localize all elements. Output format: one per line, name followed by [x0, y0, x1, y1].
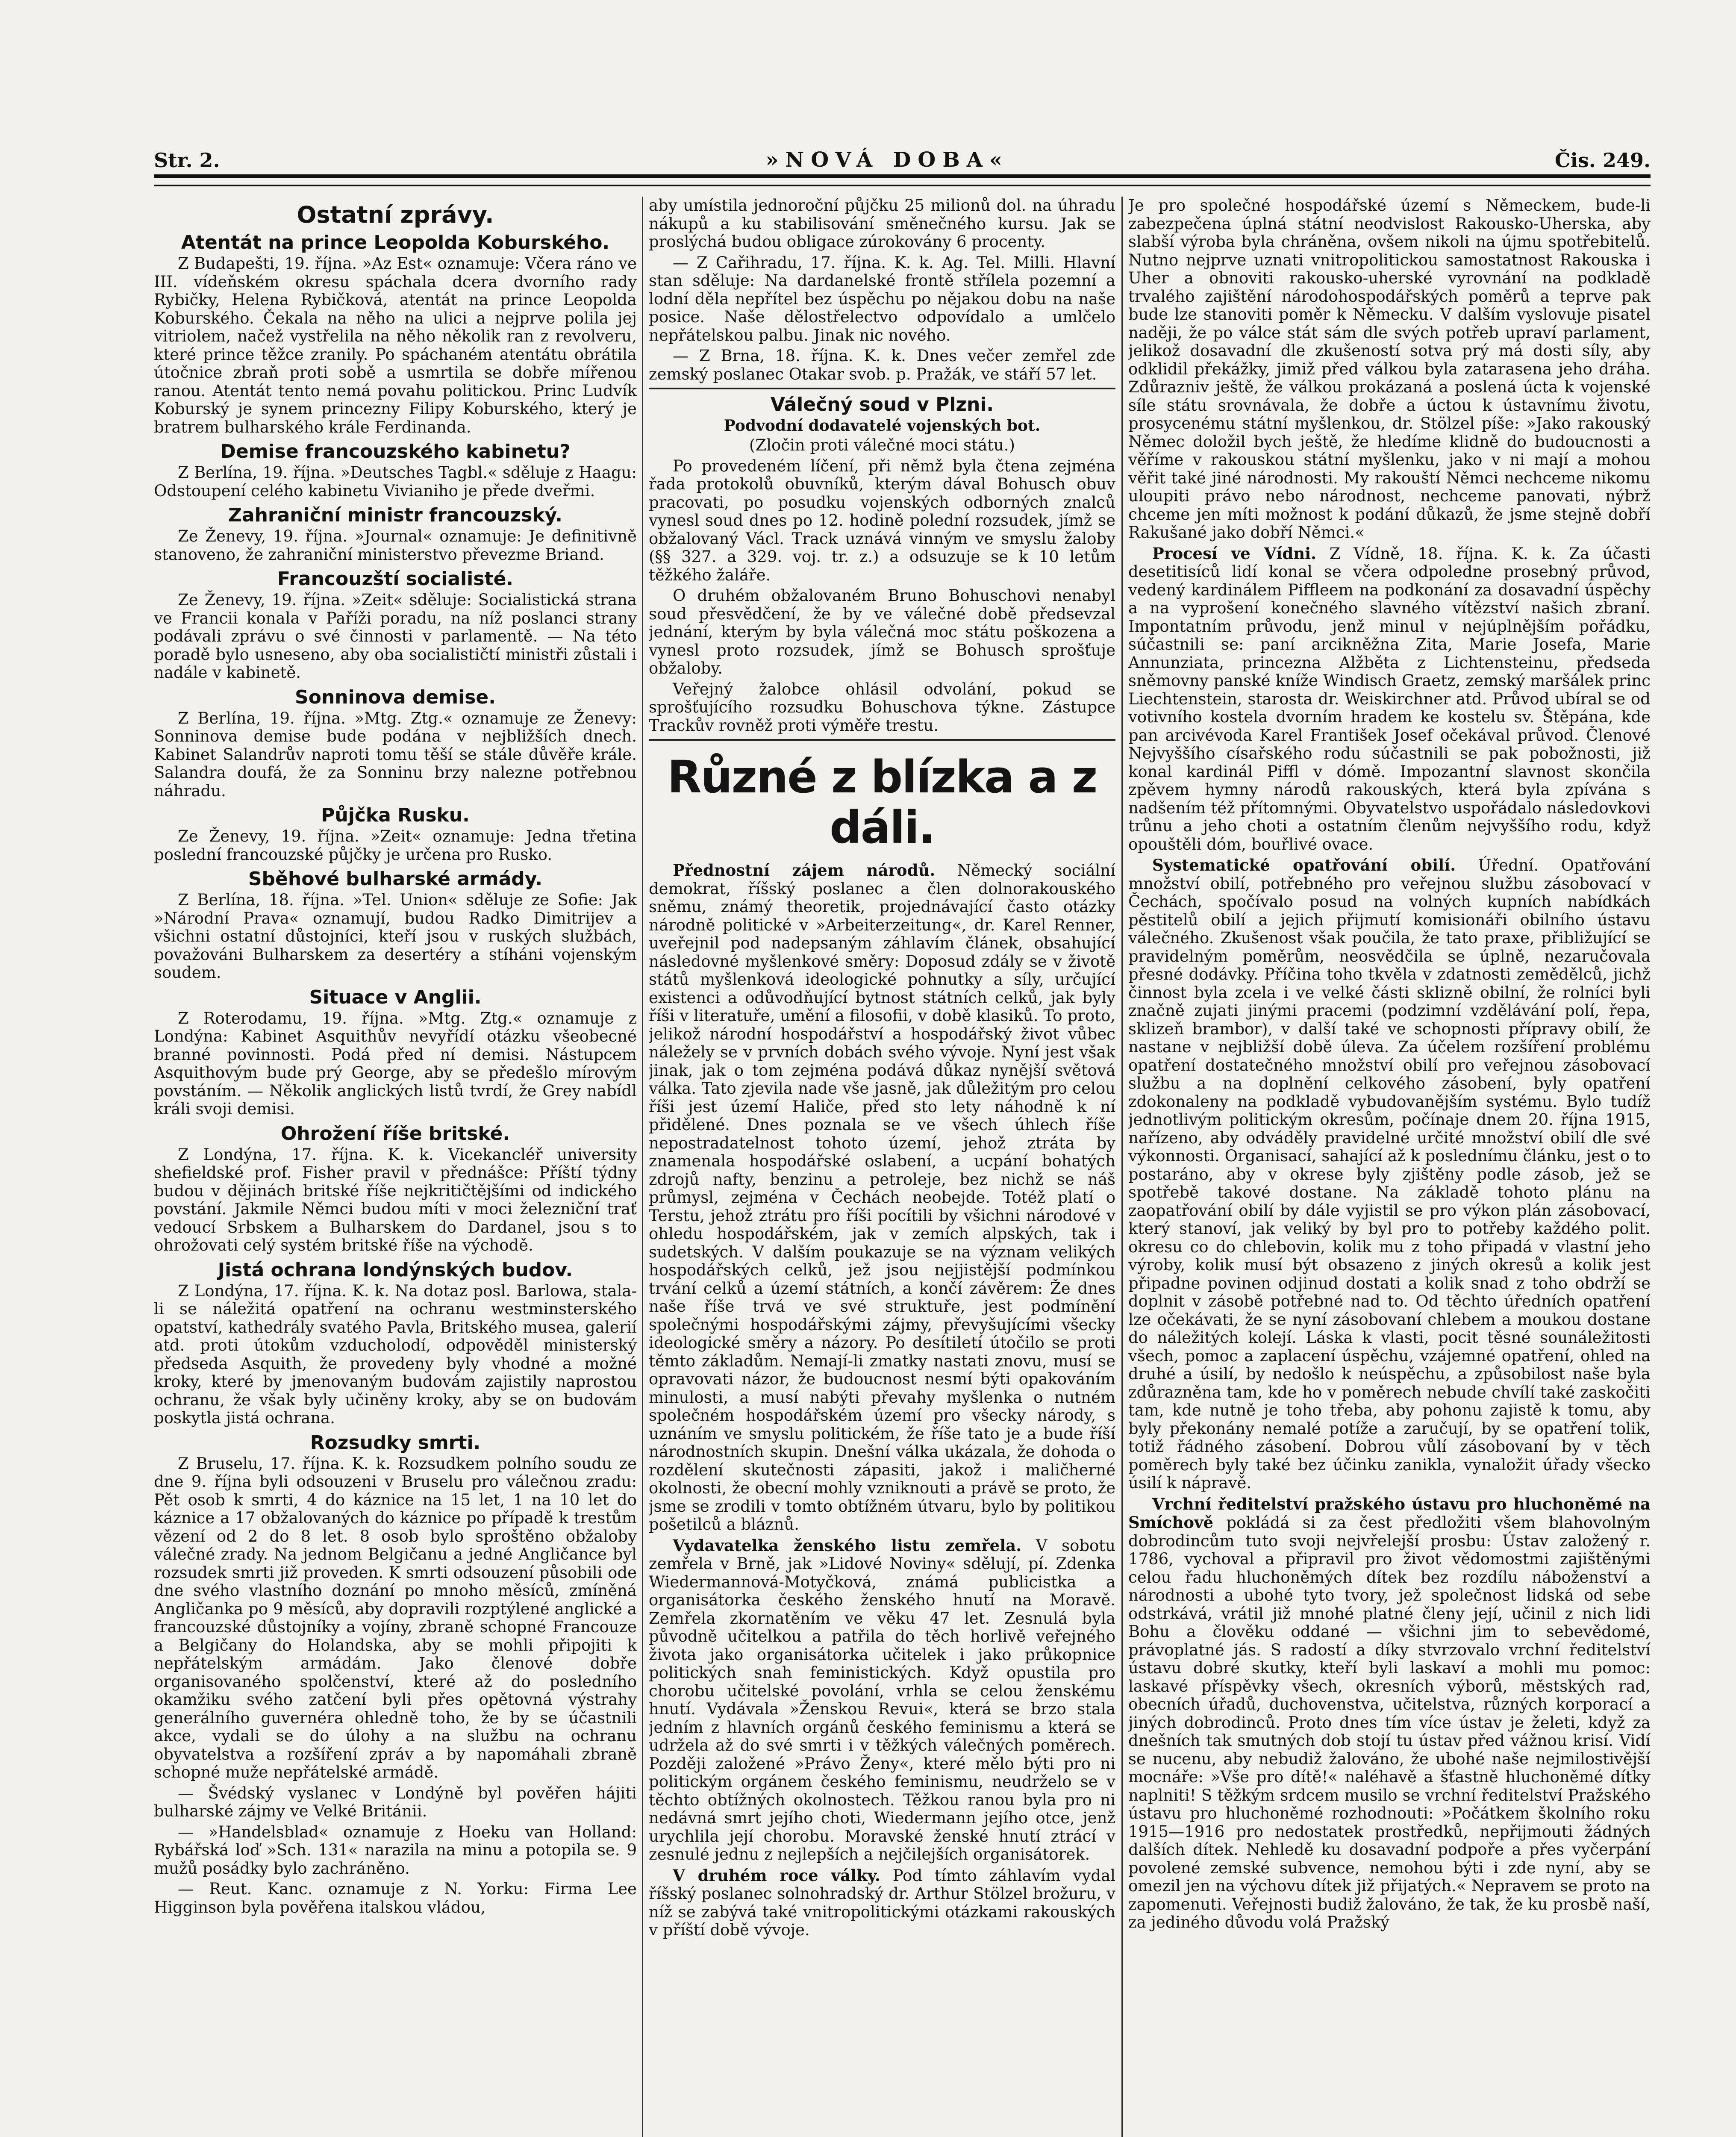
article-text: Z Berlína, 19. října. »Deutsches Tagbl.« sděluje z Haagu: Odstoupení celého kabinetu Vivianiho je přede dveřmi.: [154, 463, 637, 500]
article-text: Ze Ženevy, 19. října. »Journal« oznamuje: Je definitivně stanoveno, že zahraniční ministerstvo převezme Briand.: [154, 527, 637, 564]
article-lead: Vydavatelka ženského listu zemřela.: [673, 1536, 1022, 1555]
header-rule: [154, 174, 1651, 178]
page-number: Str. 2.: [154, 149, 220, 172]
article-heading: Situace v Anglii.: [309, 986, 482, 1008]
article-text: [1128, 856, 1651, 1492]
article-body: Německý sociální demokrat, říšský poslanec a člen dolnorakouského sněmu, známý theoretik, projednávající často otázky národně politické v »Arbeiterzeitung«, dr. Karel Renner, uveřejnil pod nadepsaným záhlavím článek, obsahující následovné myšlenkové směry: Doposud zdály se v životě států myšlenková ideologické pohnutky a síly, určující existenci a odůvodňující bytnost státních celků, jak byly říši v literatuře, umění a filosofii, v době klasiků. To proto, jelikož národní hospodářství a hospodářský život vůbec náležely se v prvních dobách svého vývoje. Nyní jest však jinak, jak o tom zejména podává důkaz nynější světová válka. Tato zjevila nade vše jasně, jak důležitým pro celou říši jest území Haliče, před sto lety náhodně k ní přidělené. Dnes poznala se ve všech úhlech říše nepostradatelnost tohoto území, jehož ztráta by znamenala hospodářské oslabení, a ucpání bohatých zdrojů nafty, benzinu a petroleje, bez nichž se náš průmysl, zejména v Čechách neobejde. Totéž platí o Terstu, jehož ztrátu pro říši pocítili by všichni národové v ohledu hospodářském, jak v zemích alpských, tak i sudetských. V dalším poukazuje se na význam velikých hospodářských celků, jež jsou nejjistější podmínkou trvání celků a území státních, a končí závěrem: Že dnes naše říše trvá ve své struktuře, jest podmínění společnými hospodářskými zájmy, převyšujícími všecky ideologické směry a názory. Po desítiletí útočilo se proti těmto základům. Nemají-li zmatky nastati znovu, musí se opravovati názor, že budoucnost nesmí býti opakováním minulosti, a musí nabýti převahy myšlenka o nutném společném hospodářském území pro všecky národy, s uznáním ve smyslu politickém, že říše tato je a bude říší národnostních skupin. Dnešní válka ukázala, že dohoda o rozdělení skutečnosti zápasiti, jakož i maličherné okolnosti, že obecní mohly vzniknouti a právě se proto, že jsme se zrodili v tomto obtížném útvaru, bylo by politikou pošetilců a bláznů.: [649, 861, 1115, 1534]
article-lead: Systematické opatřování obilí.: [1152, 856, 1456, 874]
article-text: [1128, 1495, 1651, 1932]
article-heading: Sběhové bulharské armády.: [248, 868, 543, 890]
article-text: aby umístila jednoroční půjčku 25 milionů dol. na úhradu nákupů a ku stabilisování směnečného kursu. Jak se proslýchá budou obligace zúrokovány 6 procenty.: [649, 197, 1115, 251]
article-text: Z Londýna, 17. října. K. k. Na dotaz posl. Barlowa, stala-li se náležitá opatření na ochranu westminsterského opatství, kathedrály svatého Pavla, Britského musea, galerií atd. proti útokům vzducholodí, odpověděl ministerský předseda Asquith, že provedeny byly vhodné a možné kroky, které by jmenovaným budovám zajistily naprostou ochranu, že však byly učiněny kroky, aby se on budovám poskytla jistá ochrana.: [154, 1281, 637, 1427]
article-text: [649, 1537, 1115, 1864]
article-text: O druhém obžalovaném Bruno Bohuschovi nenabyl soud přesvědčení, že by ve válečné době předsevzal jednání, kterým by byla válečná moc státu poškozena a vynesl proto rozsudek, jímž se Bohusch sprošťuje obžaloby.: [649, 586, 1115, 677]
column-2: [649, 197, 1115, 2137]
article-subheading: Podvodní dodavatelé vojenských bot.: [724, 417, 1041, 435]
article-text: Ze Ženevy, 19. října. »Zeit« sděluje: Socialistická strana ve Francii konala v Paříži poradu, na níž poslanci strany podávali zprávu o své činnosti v parlamentě. — Na této poradě bylo usneseno, aby oba socialističtí ministři zůstali i nadále v kabinetě.: [154, 591, 637, 682]
article-heading: Atentát na prince Leopolda Koburského.: [181, 232, 610, 253]
article-text: — Reut. Kanc. oznamuje z N. Yorku: Firma Lee Higginson byla pověřena italskou vládou,: [154, 1880, 637, 1916]
article-text: — »Handelsblad« oznamuje z Hoeku van Holland: Rybářská loď »Sch. 131« narazila na minu a potopila se. 9 mužů posádky bylo zachráněno.: [154, 1822, 637, 1878]
article-text: Z Berlína, 18. října. »Tel. Union« sděluje ze Sofie: Jak »Národní Prava« oznamují, budou Radko Dimitrijev a všichni ostatní důstojníci, kteří jsou v ruských službách, považováni Bulharskem za desertéry a stíháni vojenským soudem.: [154, 891, 637, 982]
article-text: Veřejný žalobce ohlásil odvolání, pokud se sprošťujícího rozsudku Bohuschova týkne. Zástupce Trackův rovněž proti výměře trestu.: [649, 680, 1115, 735]
article-heading: Válečný soud v Plzni.: [770, 394, 994, 415]
article-lead: Vrchní ředitelství pražského ústavu pro hluchoněmé na Smíchově: [1128, 1494, 1651, 1532]
article-lead: Procesí ve Vídni.: [1152, 544, 1317, 563]
article-text: Z Londýna, 17. října. K. k. Vicekancléř university shefieldské prof. Fisher pravil v přednášce: Příští týdny budou v dějinách britské říše nejkritičtějšími od indického povstání. Jakmile Němci budou míti v moci železniční trať vedoucí Srbskem a Bulharskem do Dardanel, jsou s to ohrožovati celý systém britské říše na východě.: [154, 1145, 637, 1254]
section-rule: [649, 739, 1115, 741]
column-1: [154, 197, 637, 2137]
article-text: Je pro společné hospodářské území s Německem, bude-li zabezpečena úplná státní neodvislost Rakousko-Uherska, aby slabší výroba byla chráněna, ovšem nikoli na újmu spotřebitelů. Nutno nejprve uznati vnitropolitickou samostatnost Rakouska i Uher a obnoviti rakousko-uherské vyrovnání na podkladě trvalého zajištění národohospodářských poměrů a teprve pak bude lze stanoviti poměr k Německu. V dalším vyslovuje pisatel naději, že po válce stát sám dle svých potřeb upraví parlament, jelikož dosavadní dle zkušeností sotva prý má dosti síly, aby odklidil překážky, jimiž před válkou byla zatarasena jeho dráha. Zdůrazniv ještě, že válkou prokázaná a poslená úcta k vojenské síle státu srovnávala, že dobře a úctou k ústavnímu životu, prosycenému státní myšlenkou, dr. Stölzel píše: »Jako rakouský Němec doložil bych ještě, že hledíme klidně do budoucnosti a věříme v rakouskou státní myšlenku, jako v ni mají a mohou věřit také jiné národnosti. My rakouští Němci nechceme nikomu uloupiti právo nebo národnost, nechceme panovati, nýbrž chceme jen míti možnost k podání důkazů, že jsme stejně dobří Rakušané jako dobří Němci.«: [1128, 197, 1651, 542]
column-3: [1128, 197, 1651, 2137]
article-text: Ze Ženevy, 19. října. »Zeit« oznamuje: Jedna třetina poslední francouzské půjčky je určena pro Rusko.: [154, 827, 637, 864]
article-text: [1128, 545, 1651, 854]
article-heading: Sonninova demise.: [295, 686, 496, 708]
column-divider: [1121, 197, 1123, 2137]
article-body: Úřední. Opatřování množství obilí, potřebného pro veřejnou službu zásobovací v Čechách, spočívalo posud na volných kupních nabídkách pěstitelů obilí a jejich přijmutí komisionáři obilního ústavu válečného. Zkušenost však poučila, že tato praxe, přibližující se pravidelným poměrům, neosvědčila se úplně, nezaručovala přesné dodávky. Příčina toho tkvěla v zdatnosti zemědělců, jichž činnost byla zcela i ve velké části sklizně obilní, že rolníci byli značně zujati jinými pracemi (podzimní vzdělávání polí, řepa, sklizeň brambor), v další také ve schopnosti přípravy obilí, že nastane v nejbližší době úleva. Za účelem rozšíření problému opatření dostatečného množství obilí pro veřejnou zásobovací službu a na doplnění celkového zásobení, byly opatření zdokonaleny na podkladě vybudovanějším systému. Bylo tudíž jednotlivým politickým okresům, počínaje dnem 20. října 1915, nařízeno, aby odváděly pravidelné určité množství obilí dle své výkonnosti. Organisací, sahající až k poslednímu článku, jest o to postaráno, aby v okrese byly zjištěny podle zásob, jež se spotřebě takové dostane. Na základě tohoto plánu na zaopatřování obilí by dále vyjistil se pro výkon plán zásobovací, který stanoví, jak veliký by byl pro to potřeby každého polit. okresu co do chlebovin, kolik mu z toho připadá v vlastní jeho výroby, kolik musí být obsazeno z jiných okresů a kolik jest připadne povinen odjinud dostati a kolik snad z toho obdrží se doplnit v zásobě potřebné nad to. Od těchto úředních opatření lze očekávati, že se nyní zásobovaní chlebem a moukou dostane do náležitých kolejí. Láska k vlasti, pocit těsné sounáležitosti všech, pomoc a zaplacení úspěchu, vzájemné opatření, ohled na druhé a úsilí, by nedošlo k neúspěchu, a způsobilost naše byla zdůrazněna tam, kde ho v poměrech nebude chvílí také zaskočiti tam, kde nutně je toho třeba, aby pohonu zajistě k tomu, aby byly překonány nemalé potíže a zaručují, by se opatření tolik, totiž řádného zásobení. Dobrou vůlí zásobovaní by v těch poměrech byly také bez účinku zanikla, vynaložit úřady všecko úsilí k nápravě.: [1128, 856, 1651, 1492]
article-text: — Z Cařihradu, 17. října. K. k. Ag. Tel. Milli. Hlavní stan sděluje: Na dardanelské frontě střílela pozemní a lodní děla nepřítel bez úspěchu po nějakou dobu na naše posice. Naše dělostřelectvo odpovídalo a umlčelo nepřátelskou palbu. Jinak nic nového.: [649, 253, 1115, 344]
article-heading: Zahraniční ministr francouzský.: [228, 504, 562, 526]
article-text: Z Roterodamu, 19. října. »Mtg. Ztg.« oznamuje z Londýna: Kabinet Asquithův nevyřídí otázku všeobecné branné povinnosti. Podá před ní demisi. Nástupcem Asquithovým bude prý George, aby se předešlo mírovým povstáním. — Několik anglických listů tvrdí, že Grey nabídl králi svoji demisi.: [154, 1009, 637, 1118]
article-text: — Švédský vyslanec v Londýně byl pověřen hájiti bulharské zájmy ve Velké Británii.: [154, 1784, 637, 1820]
article-heading: Demise francouzského kabinetu?: [220, 441, 571, 462]
article-heading: Jistá ochrana londýnských budov.: [218, 1259, 573, 1281]
article-heading: Půjčka Rusku.: [321, 804, 470, 826]
article-text: [649, 1866, 1115, 1940]
article-lead: V druhém roce války.: [673, 1866, 880, 1885]
column-divider: [642, 197, 643, 2137]
article-text: Z Bruselu, 17. října. K. k. Rozsudkem polního soudu ze dne 9. října byli odsouzeni v Bruselu pro válečnou zradu: Pět osob k smrti, 4 do káznice na 15 let, 1 na 10 let do káznice a 17 obžalovaných do káznice po případě k trestům vězení od 2 do 8 let. 8 osob bylo sproštěno obžaloby válečné zrady. Na jednom Belgičanu a jedné Angličance byl rozsudek smrti již proveden. K smrti odsouzení působili ode dne svého vlastního doznání po mnoho měsíců, zmíněná Angličanka po 9 měsíců, aby dopravili rozptýlené anglické a francouzské důstojníky a vojíny, zbraně schopné Francouze a Belgičany do Holandska, aby se mohli připojiti k nepřátelským armádám. Jako členové dobře organisovaného spolčenství, které až do posledního okamžiku svého zatčení byli přes opětovná výstrahy generálního guvernéra ohledně toho, že by se účastnili akce, vydali se do úlohy a na službu na ochranu obyvatelstva a rozšíření zpráv a by napomáhali zbraně schopné muže nepřátelské armádě.: [154, 1454, 637, 1781]
article-subheading-note: (Zločin proti válečné moci státu.): [749, 436, 1015, 454]
article-text: Po provedeném líčení, při němž byla čtena zejména řada protokolů obuvníků, kterým dával Bohusch obuv pracovati, po posudku vojenských odborných znalců vynesl soud dnes po 12. hodině polední rozsudek, jímž se obžalovaný Václ. Track uznává vinným ve smyslu žaloby (§§ 327. a 329. voj. tr. z.) a odsuzuje se k 10 letům těžkého žaláře.: [649, 456, 1115, 584]
newspaper-title: »NOVÁ DOBA«: [765, 148, 1009, 172]
article-text: [649, 861, 1115, 1534]
issue-number: Čis. 249.: [1554, 149, 1651, 172]
article-body: Z Vídně, 18. října. K. k. Za účasti desetitisíců lidí konal se včera odpoledne prosebný průvod, vedený kardinálem Piffleem na podkonání za dosavadní úspěchy a na vyprošení konečného slavného vítězství našich zbraní. Impontatním průvodu, jenž minul v nejúplnějším pořádku, súčastnili se: paní arcikněžna Zita, Marie Josefa, Marie Annunziata, princezna Alžběta z Lichtensteinu, předseda sněmovny panské kníže Windisch Graetz, zemský maršálek princ Liechtenstein, starosta dr. Weiskirchner atd. Průvod ubíral se od votivního kostela dvorním hradem ke kostelu sv. Štěpána, kde pan arcivévoda Karel František Josef očekával průvod. Členové Nejvyššího císařského rodu súčastnili se pak pobožnosti, již konal kardinál Piffl v dómě. Impozantní slavnost skončila zpěvem hymny národů rakouských, která byla zpívána s nadšením též přítomnými. Obyvatelstvo uspořádalo následovkovi trůnu a jeho choti a ostatním členům nejvyššího rodu, když opouštěli dóm, bouřlivé ovace.: [1128, 544, 1651, 854]
article-text: — Z Brna, 18. října. K. k. Dnes večer zemřel zde zemský poslanec Otakar svob. p. Pražák, ve stáří 57 let.: [649, 347, 1115, 383]
article-body: pokládá si za čest předložiti všem blahovolným dobrodincům tuto svoji nejvřelejší prosbu: Ústav založený r. 1786, vychoval a připravil pro život vědomostmi zajištěnými celou řadu hluchoněmých dítek bez rozdílu náboženství a národnosti a ubohé tyto tvory, jež společnost lidská od sebe odstrkává, vrátil již mnohé platné členy její, učinil z nich lidi Bohu a člověku oddané — všichni jim to sebevědomé, právoplatné jás. S radostí a díky stvrzovalo vrchní ředitelství ústavu dobré skutky, kteří byli laskaví a mohli mu pomoc: laskavé příspěvky všech, okresních výborů, městských rad, obecních úřadů, duchovenstva, učitelstva, různých korporací a jiných dobrodinců. Proto dnes tím více ústav je želeti, když za dnešních tak smutných dob stojí tu ústav před vážnou krisí. Vidí se nucenu, aby nebudiž žalováno, že ubohé naše nejmilostivější mocnáře: »Vše pro dítě!« naléhavě a šťastně hluchoněmé dítky naplniti! S těžkým srdcem musilo se vrchní ředitelství Pražského ústavu pro hluchoněmé rozhodnouti: »Počátkem školního roku 1915—1916 pro nedostatek prostředků, nepřijmouti žádných dalších dítek. Nehledě ku dosavadní podpoře a přes vyčerpání povolené zemské subvence, nemohou býti i zde nyní, aby se omezil jen na výchovu dítek již přijatých.« Nepravem se proto na zapomenuti. Veřejnosti budiž žalováno, že tak, že ku prosbě naší, za jediného důvodu volá Pražský: [1128, 1513, 1651, 1931]
article-heading: Ohrožení říše britské.: [280, 1122, 510, 1145]
section-banner: Různé z blízka a z dáli.: [667, 751, 1097, 854]
article-text: Z Budapešti, 19. října. »Az Est« oznamuje: Včera ráno ve III. vídeňském okresu spáchala dcera dvorního rady Rybičky, Helena Rybičková, atentát na prince Leopolda Koburského. Čekala na něho na ulici a nejprve polila jej vitriolem, načež vystřelila na něho několik ran z revolveru, které prince těžce zranily. Po spáchaném atentátu obrátila útočnice zbraň proti sobě a usmrtila se dobře mířenou ranou. Atentát tento nemá povahu politickou. Princ Ludvík Koburský je synem princezny Filipy Koburského, který je bratrem bulharského krále Ferdinanda.: [154, 254, 637, 436]
section-rule: [649, 388, 1115, 389]
article-body: V sobotu zemřela v Brně, jak »Lidové Noviny« sdělují, pí. Zdenka Wiedermannová-Motyčková, známá publicistka a organisátorka českého ženského hnutí na Moravě. Zemřela zkornatěním ve věku 47 let. Zesnulá byla původně učitelkou a patřila do těch horlivě veřejného života jako organisátorka učitelek i jako průkopnice politických snah feministických. Když opustila pro chorobu učitelské povolání, vrhla se celou ženskému hnutí. Vydávala »Ženskou Revui«, která se brzo stala jedním z hlavních orgánů českého feminismu a která se udržela až do své smrti i v těžkých válečných poměrech. Později založené »Právo Ženy«, které mělo býti pro ni politickým orgánem českého feminismu, neudrželo se v těchto obtížných okolnostech. Těžkou ranou byla pro ni nedávná smrt jejího choti, Wiedermann jejího otce, jenž urychlila její chorobu. Moravské ženské hnutí ztrácí v zesnulé jednu z nejlepších a nejčilejších organisátorek.: [649, 1536, 1115, 1863]
article-body: Pod tímto záhlavím vydal říšský poslanec solnohradský dr. Arthur Stölzel brožuru, v níž se zabývá také vnitropolitickými otázkami rakouských v příští době vývoje.: [649, 1866, 1115, 1939]
article-heading: Francouzští socialisté.: [277, 568, 514, 590]
article-heading: Rozsudky smrti.: [310, 1431, 481, 1454]
masthead: [154, 138, 1651, 172]
section-heading: Ostatní zprávy.: [297, 201, 494, 228]
article-lead: Přednostní zájem národů.: [673, 861, 936, 880]
header-rule-thin: [154, 185, 1651, 186]
article-text: Z Berlína, 19. října. »Mtg. Ztg.« oznamuje ze Ženevy: Sonninova demise bude podána v nejbližších dnech. Kabinet Salandrův naproti tomu těší se stále důvěře krále. Salandra doufá, že za Sonninu brzy nalezne potřebnou náhradu.: [154, 709, 637, 800]
